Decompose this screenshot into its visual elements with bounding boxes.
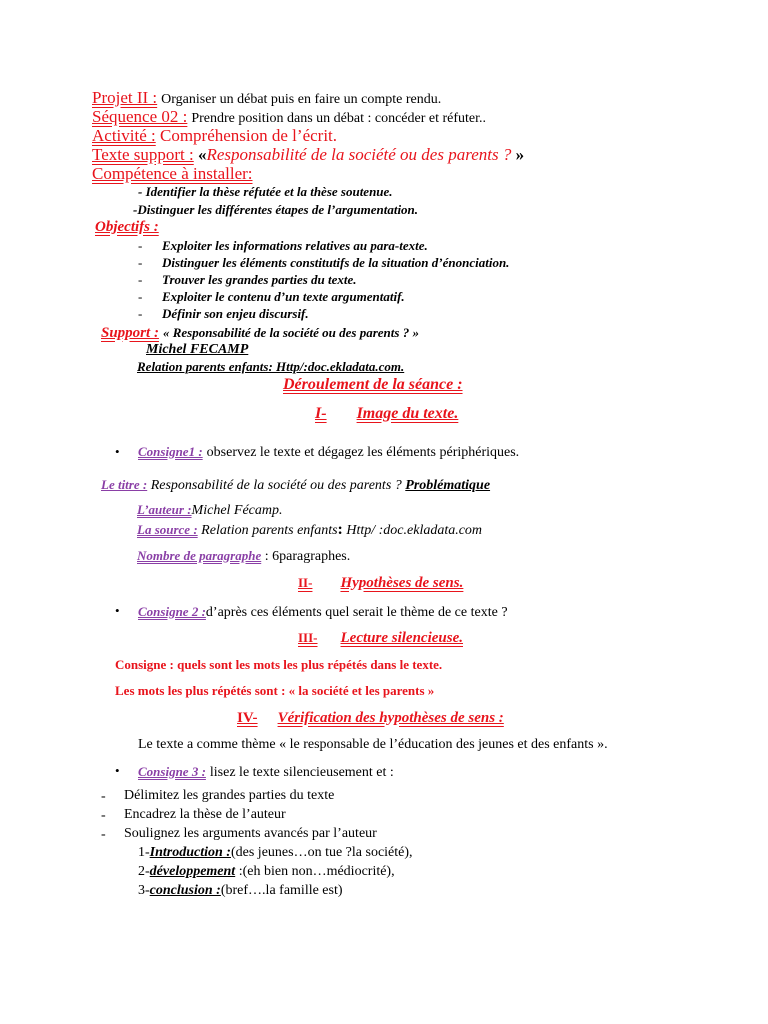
support-text: « Responsabilité de la société ou des parents ? »: [162, 325, 419, 340]
section3-answer: Les mots les plus répétés sont : « la société et les parents »: [115, 683, 435, 698]
texte-support-title: Responsabilité de la société ou des parents ?: [206, 145, 512, 164]
sequence-text: Prendre position dans un débat : concéder et réfuter..: [191, 111, 487, 126]
section1-number: I-: [315, 405, 327, 422]
section4-title: Vérification des hypothèses de sens :: [277, 710, 504, 726]
objectif-dash-1: -: [138, 238, 143, 253]
texte-support-open: «: [197, 145, 207, 164]
section3-heading: [298, 630, 463, 646]
section3-number: III-: [298, 630, 318, 645]
competence-item-1: - Identifier la thèse réfutée et la thèse soutenue.: [138, 184, 393, 199]
task-item-3: Soulignez les arguments avancés par l’auteur: [124, 826, 377, 841]
sequence-line: [92, 108, 486, 126]
projet-text: Organiser un débat puis en faire un compte rendu.: [161, 92, 442, 107]
support-line: [101, 325, 419, 341]
consigne2-label: Consigne 2 :: [138, 604, 206, 619]
titre-label: Le titre :: [101, 477, 148, 492]
section3-title: Lecture silencieuse.: [340, 630, 463, 646]
auteur-label: L’auteur :: [137, 502, 192, 517]
activite-line: [92, 127, 337, 144]
sequence-label: Séquence 02 :: [92, 107, 188, 126]
consigne1-label: Consigne1 :: [138, 444, 203, 459]
titre-tag: Problématique: [405, 478, 491, 493]
activite-text: Compréhension de l’écrit.: [159, 126, 338, 145]
source-line: [137, 522, 482, 538]
paragraphe-text: : 6paragraphes.: [264, 549, 351, 564]
part-line-2: [138, 865, 395, 879]
deroulement-title: Déroulement de la séance :: [283, 376, 463, 393]
bullet-icon: •: [115, 444, 120, 459]
section1-title: Image du texte.: [356, 405, 459, 422]
part-text-2: :(eh bien non…médiocrité),: [238, 864, 395, 879]
texte-support-close: »: [515, 145, 525, 164]
support-relation: Relation parents enfants: Http/:doc.ekladata.com.: [137, 359, 405, 374]
objectif-item-1: Exploiter les informations relatives au para-texte.: [162, 238, 428, 253]
bullet-icon: •: [115, 763, 120, 778]
section2-title: Hypothèses de sens.: [340, 575, 464, 591]
texte-support-line: [92, 146, 524, 163]
section1-heading: [315, 406, 458, 422]
section4-heading: [237, 710, 504, 726]
task-item-2: Encadrez la thèse de l’auteur: [124, 807, 286, 822]
objectif-dash-4: -: [138, 289, 143, 304]
part-num-2: 2-: [138, 864, 150, 879]
objectif-item-4: Exploiter le contenu d’un texte argumentatif.: [162, 289, 405, 304]
section3-consigne: Consigne : quels sont les mots les plus répétés dans le texte.: [115, 657, 443, 672]
consigne2-text: d’après ces éléments quel serait le thème de ce texte ?: [205, 605, 508, 620]
objectif-dash-3: -: [138, 272, 143, 287]
bullet-icon: •: [115, 603, 120, 618]
paragraphe-label: Nombre de paragraphe: [137, 548, 262, 563]
task-dash-1: -: [101, 789, 106, 804]
part-label-1: Introduction :: [149, 845, 231, 860]
objectifs-label: Objectifs :: [95, 219, 159, 235]
objectif-item-5: Définir son enjeu discursif.: [162, 306, 309, 321]
competence-label: Compétence à installer:: [92, 164, 253, 183]
auteur-line: [137, 503, 283, 518]
source-text-a: Relation parents enfants: [201, 523, 338, 538]
source-label: La source :: [137, 522, 198, 537]
titre-text: Responsabilité de la société ou des parents ?: [150, 478, 402, 493]
source-colon: :: [337, 521, 343, 538]
task-dash-2: -: [101, 808, 106, 823]
titre-line: [101, 478, 490, 493]
projet-label: Projet II :: [92, 88, 158, 107]
paragraphe-line: [137, 549, 350, 564]
consigne2-line: [138, 604, 508, 620]
objectif-item-2: Distinguer les éléments constitutifs de la situation d’énonciation.: [162, 255, 510, 270]
task-item-1: Délimitez les grandes parties du texte: [124, 788, 335, 803]
objectif-dash-5: -: [138, 306, 143, 321]
part-label-3: conclusion :: [149, 883, 221, 898]
section4-number: IV-: [237, 710, 258, 726]
part-text-1: (des jeunes…on tue ?la société),: [230, 845, 413, 860]
consigne1-line: [138, 444, 519, 460]
competence-item-2: -Distinguer les différentes étapes de l’argumentation.: [133, 202, 419, 217]
part-num-3: 3-: [138, 883, 150, 898]
theme-line: Le texte a comme thème « le responsable de l’éducation des jeunes et des enfants ».: [138, 737, 608, 752]
part-line-3: [138, 884, 343, 898]
consigne3-line: [138, 764, 394, 780]
consigne3-text: lisez le texte silencieusement et :: [209, 765, 394, 780]
auteur-text: Michel Fécamp.: [191, 503, 283, 518]
part-line-1: [138, 846, 413, 860]
support-author: Michel FECAMP: [146, 342, 249, 357]
part-text-3: (bref….la famille est): [220, 883, 343, 898]
part-num-1: 1-: [138, 845, 150, 860]
section2-heading: [298, 575, 463, 591]
task-dash-3: -: [101, 827, 106, 842]
activite-label: Activité :: [92, 126, 156, 145]
objectif-item-3: Trouver les grandes parties du texte.: [162, 272, 357, 287]
part-label-2: développement: [149, 864, 236, 879]
support-label: Support :: [101, 325, 159, 341]
consigne1-text: observez le texte et dégagez les éléments périphériques.: [206, 445, 520, 460]
consigne3-label: Consigne 3 :: [138, 764, 206, 779]
projet-line: [92, 89, 441, 107]
section2-number: II-: [298, 575, 313, 590]
source-text-b: Http/ :doc.ekladata.com: [346, 523, 483, 538]
texte-support-label: Texte support :: [92, 145, 194, 164]
objectif-dash-2: -: [138, 255, 143, 270]
